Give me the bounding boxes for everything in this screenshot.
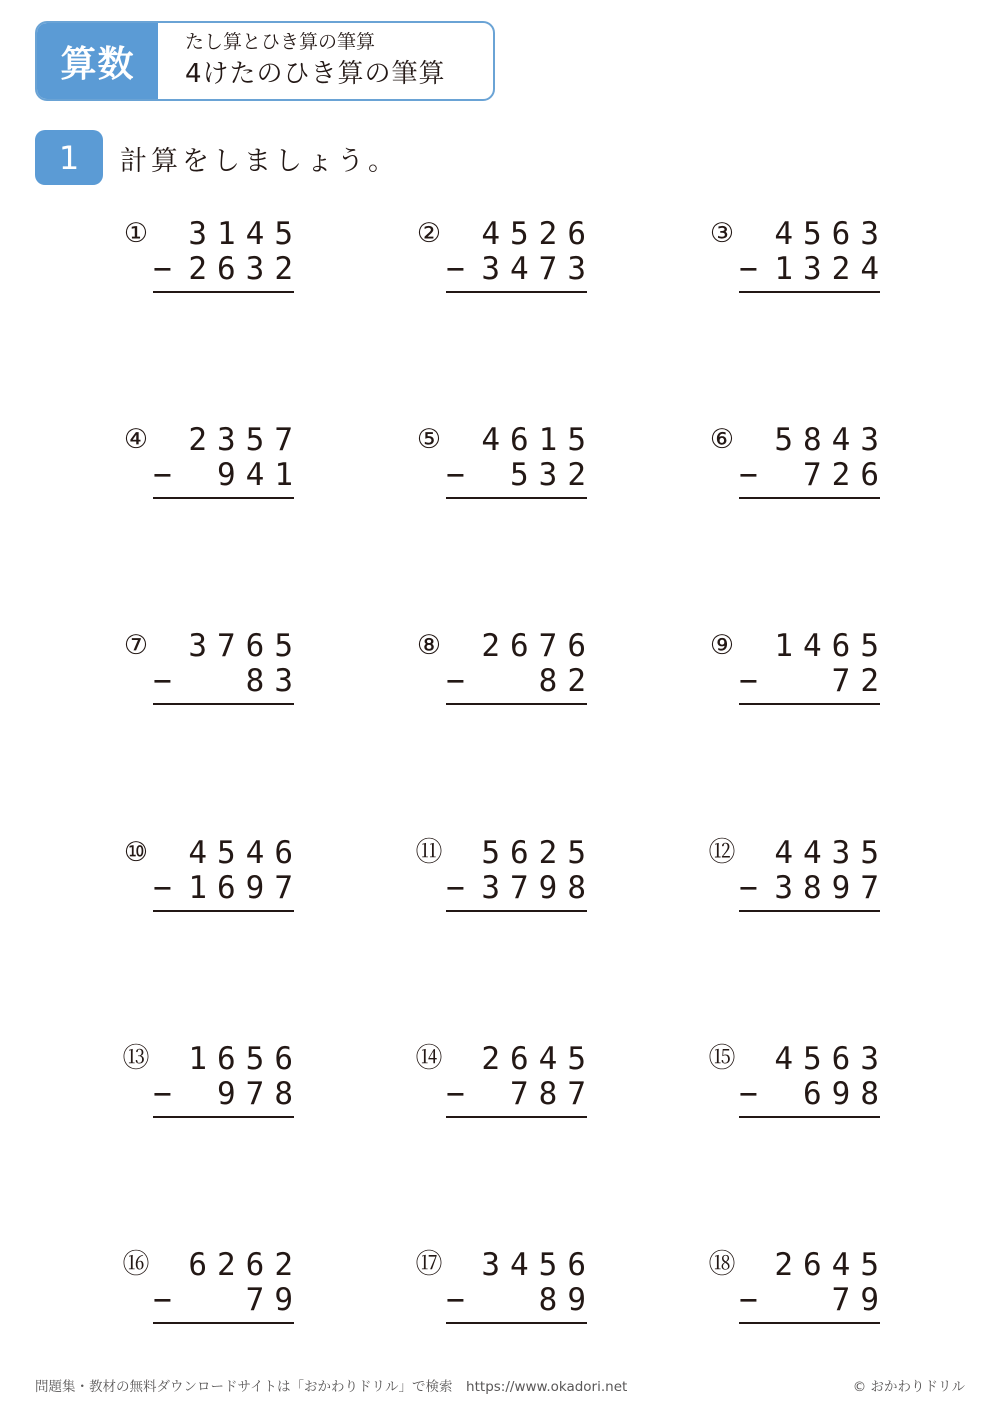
subtrahend: 83 <box>245 663 303 699</box>
question-number-badge: 1 <box>35 130 103 185</box>
minus-sign: − <box>446 870 465 906</box>
minuend-row <box>446 422 596 458</box>
subtraction-problem <box>118 1247 308 1367</box>
answer-line <box>446 1116 587 1118</box>
answer-line <box>153 910 294 912</box>
minuend-row <box>739 1247 889 1283</box>
answer-line <box>446 703 587 705</box>
problem-number: ⑮ <box>708 1043 736 1074</box>
answer-line <box>446 1322 587 1324</box>
minus-sign: − <box>739 870 758 906</box>
answer-line <box>153 1322 294 1324</box>
subtraction-problem <box>704 1247 894 1367</box>
subtrahend-row <box>446 1282 596 1318</box>
subtraction-problem <box>411 628 601 748</box>
subtrahend-row <box>739 870 889 906</box>
subtrahend-row <box>153 457 303 493</box>
subtraction-problem <box>411 835 601 955</box>
minuend: 4563 <box>774 1041 889 1077</box>
problem-number: ⑬ <box>122 1043 150 1074</box>
minuend: 5843 <box>774 422 889 458</box>
subtrahend: 79 <box>831 1282 889 1318</box>
minuend: 4615 <box>481 422 596 458</box>
problem-number: ⑰ <box>415 1249 443 1280</box>
subtrahend: 1697 <box>188 870 303 906</box>
subtrahend: 3897 <box>774 870 889 906</box>
problem-number: ⑩ <box>123 837 149 868</box>
subject-badge: 算数 <box>37 23 158 99</box>
minuend-row <box>153 1041 303 1077</box>
subtrahend-row <box>446 663 596 699</box>
minuend: 2645 <box>481 1041 596 1077</box>
worksheet-header <box>35 21 495 101</box>
minus-sign: − <box>739 1076 758 1112</box>
problem-number: ⑤ <box>416 424 442 455</box>
problem-number: ⑦ <box>123 630 149 661</box>
minuend-row <box>739 835 889 871</box>
minuend-row <box>153 628 303 664</box>
subtrahend-row <box>446 870 596 906</box>
minuend-row <box>739 216 889 252</box>
minus-sign: − <box>739 251 758 287</box>
subtrahend: 89 <box>538 1282 596 1318</box>
minuend: 4563 <box>774 216 889 252</box>
minuend-row <box>739 1041 889 1077</box>
subtrahend-row <box>446 457 596 493</box>
problem-number: ⑥ <box>709 424 735 455</box>
problem-number: ⑨ <box>709 630 735 661</box>
subtrahend: 3473 <box>481 251 596 287</box>
answer-line <box>153 291 294 293</box>
subtrahend-row <box>153 251 303 287</box>
subtrahend-row <box>446 1076 596 1112</box>
worksheet-title: 4けたのひき算の筆算 <box>185 59 446 89</box>
problem-number: ① <box>123 218 149 249</box>
subtraction-problem <box>704 1041 894 1161</box>
subtrahend: 532 <box>510 457 596 493</box>
footer-site-note: 問題集・教材の無料ダウンロードサイトは「おかわりドリル」で検索 https://www.okadori.net <box>35 1379 628 1395</box>
minus-sign: − <box>446 1282 465 1318</box>
problem-number: ⑫ <box>708 837 736 868</box>
problem-number: ⑪ <box>415 837 443 868</box>
minus-sign: − <box>446 1076 465 1112</box>
subtraction-problem <box>704 422 894 542</box>
minuend-row <box>446 628 596 664</box>
minuend-row <box>153 216 303 252</box>
subtrahend: 72 <box>831 663 889 699</box>
minuend: 5625 <box>481 835 596 871</box>
subtraction-problem <box>411 422 601 542</box>
header-titles <box>185 29 446 93</box>
minuend: 1656 <box>188 1041 303 1077</box>
subtrahend-row <box>153 663 303 699</box>
subtrahend-row <box>153 1282 303 1318</box>
subtrahend-row <box>739 251 889 287</box>
minus-sign: − <box>446 251 465 287</box>
minus-sign: − <box>153 457 172 493</box>
subtraction-problem <box>118 422 308 542</box>
subtrahend-row <box>153 1076 303 1112</box>
subtrahend: 941 <box>217 457 303 493</box>
minuend: 4526 <box>481 216 596 252</box>
problem-number: ⑯ <box>122 1249 150 1280</box>
subtrahend: 79 <box>245 1282 303 1318</box>
subtrahend: 787 <box>510 1076 596 1112</box>
problem-number: ⑧ <box>416 630 442 661</box>
subtrahend: 1324 <box>774 251 889 287</box>
minus-sign: − <box>739 1282 758 1318</box>
minus-sign: − <box>153 663 172 699</box>
subtraction-problem <box>118 835 308 955</box>
subtrahend-row <box>739 663 889 699</box>
subtrahend-row <box>446 251 596 287</box>
subtrahend: 698 <box>803 1076 889 1112</box>
answer-line <box>446 291 587 293</box>
minuend: 6262 <box>188 1247 303 1283</box>
answer-line <box>739 1322 880 1324</box>
answer-line <box>739 497 880 499</box>
page-footer <box>35 1375 965 1395</box>
subtraction-problem <box>704 628 894 748</box>
subtraction-problem <box>704 216 894 336</box>
answer-line <box>153 497 294 499</box>
subtraction-problem <box>704 835 894 955</box>
problem-number: ② <box>416 218 442 249</box>
minuend-row <box>739 628 889 664</box>
problem-number: ⑱ <box>708 1249 736 1280</box>
answer-line <box>739 910 880 912</box>
answer-line <box>446 910 587 912</box>
subtrahend: 2632 <box>188 251 303 287</box>
subtrahend: 3798 <box>481 870 596 906</box>
minuend: 2357 <box>188 422 303 458</box>
minuend: 2676 <box>481 628 596 664</box>
minus-sign: − <box>153 251 172 287</box>
subtrahend: 726 <box>803 457 889 493</box>
subtraction-problem <box>411 1247 601 1367</box>
subtraction-problem <box>411 216 601 336</box>
subtrahend-row <box>739 457 889 493</box>
instruction-text: 計算をしましょう。 <box>120 146 399 177</box>
subtraction-problem <box>411 1041 601 1161</box>
minuend: 4546 <box>188 835 303 871</box>
minuend: 1465 <box>774 628 889 664</box>
minuend-row <box>446 1247 596 1283</box>
minuend: 3765 <box>188 628 303 664</box>
minuend-row <box>153 422 303 458</box>
minuend-row <box>153 1247 303 1283</box>
minuend-row <box>446 216 596 252</box>
subtrahend-row <box>739 1282 889 1318</box>
problem-number: ③ <box>709 218 735 249</box>
minus-sign: − <box>446 457 465 493</box>
subtrahend-row <box>739 1076 889 1112</box>
minuend-row <box>739 422 889 458</box>
minus-sign: − <box>153 1282 172 1318</box>
minuend: 4435 <box>774 835 889 871</box>
minuend: 3145 <box>188 216 303 252</box>
minuend: 3456 <box>481 1247 596 1283</box>
problem-number: ④ <box>123 424 149 455</box>
minuend-row <box>446 1041 596 1077</box>
minus-sign: − <box>739 457 758 493</box>
minuend-row <box>153 835 303 871</box>
answer-line <box>153 1116 294 1118</box>
subtrahend: 978 <box>217 1076 303 1112</box>
answer-line <box>153 703 294 705</box>
minus-sign: − <box>153 1076 172 1112</box>
subtrahend: 82 <box>538 663 596 699</box>
answer-line <box>739 1116 880 1118</box>
subtrahend-row <box>153 870 303 906</box>
minus-sign: − <box>739 663 758 699</box>
problem-number: ⑭ <box>415 1043 443 1074</box>
answer-line <box>739 291 880 293</box>
subtraction-problem <box>118 1041 308 1161</box>
answer-line <box>446 497 587 499</box>
minus-sign: − <box>153 870 172 906</box>
minuend-row <box>446 835 596 871</box>
answer-line <box>739 703 880 705</box>
minus-sign: − <box>446 663 465 699</box>
worksheet-subtitle: たし算とひき算の筆算 <box>185 31 376 53</box>
subtraction-problem <box>118 216 308 336</box>
subtraction-problem <box>118 628 308 748</box>
minuend: 2645 <box>774 1247 889 1283</box>
footer-copyright: © おかわりドリル <box>852 1379 965 1395</box>
